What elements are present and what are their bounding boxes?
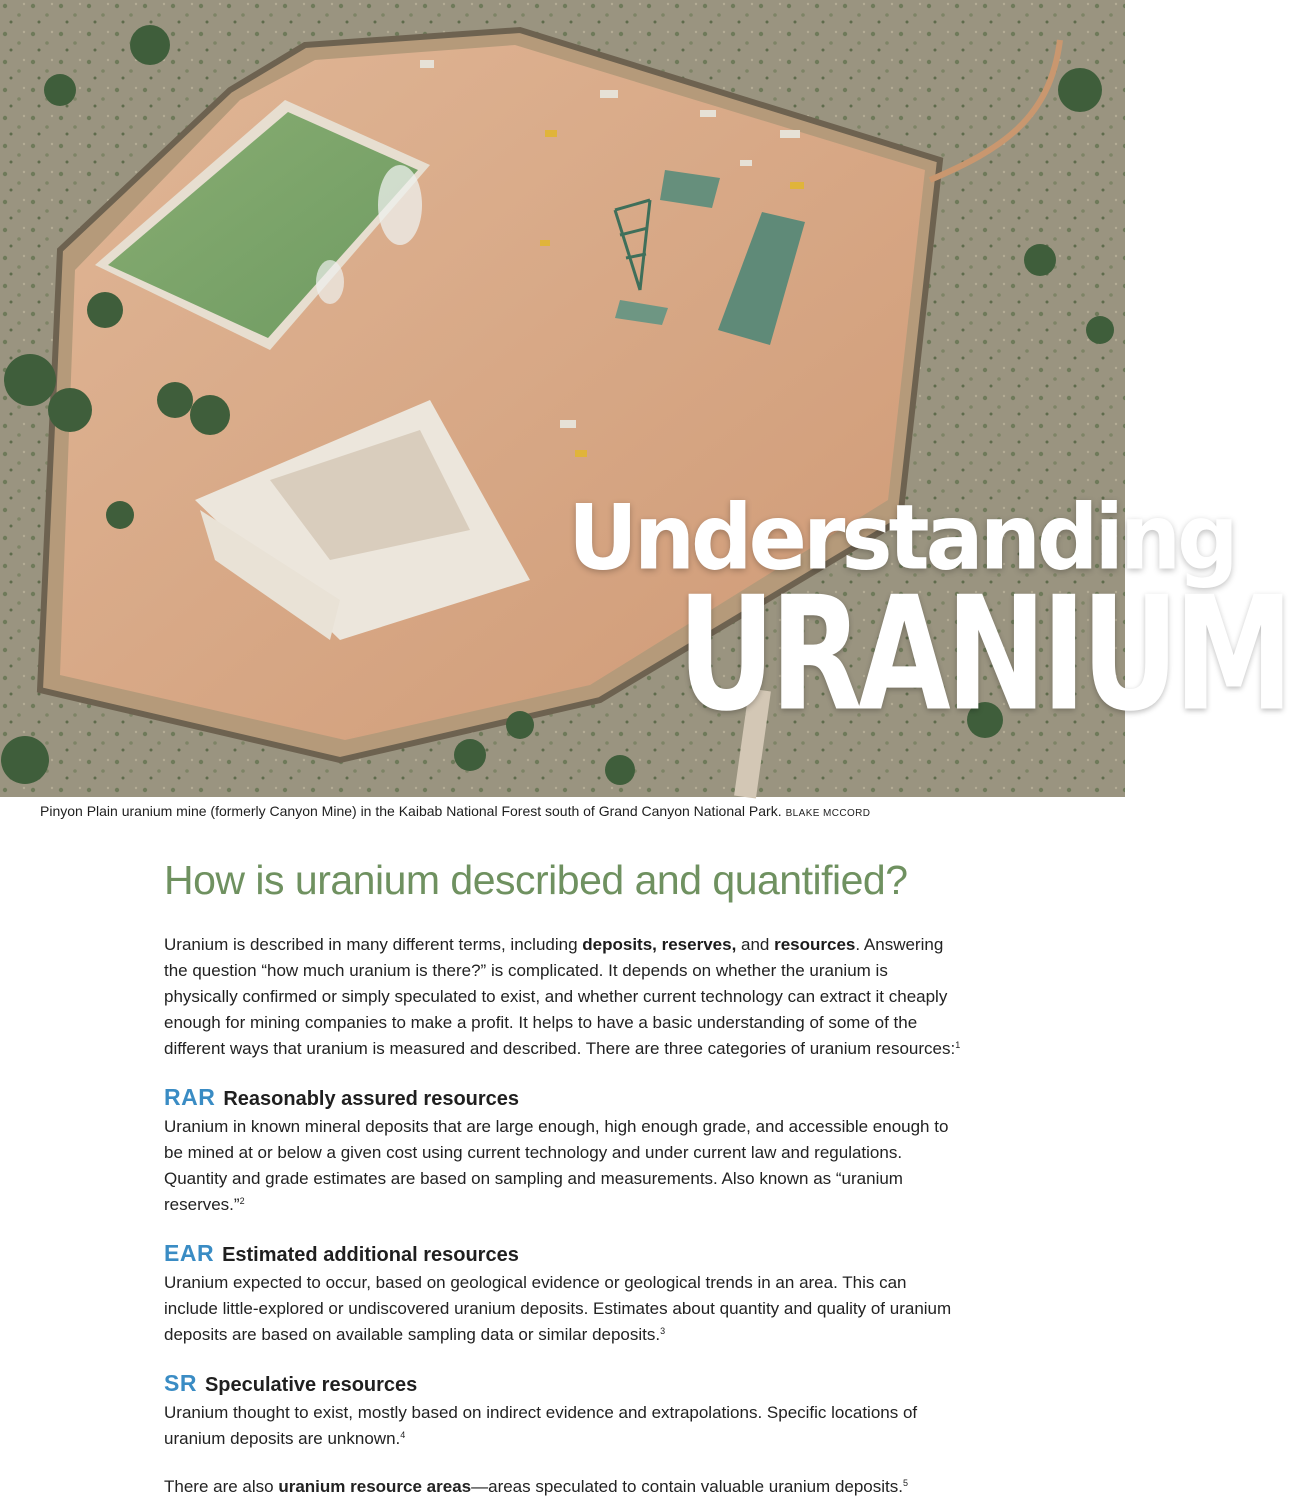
term-description-text: Uranium expected to occur, based on geological evidence or geological trends in an area. This can include little-explored or undiscovered uranium deposits. Estimates about quantity and quality of uranium deposits are based on available sampling data or similar deposits.: [164, 1273, 952, 1344]
term-abbreviation: EAR: [164, 1240, 215, 1266]
term-ear: [164, 1238, 964, 1348]
closing-bold: uranium resource areas: [278, 1477, 472, 1496]
intro-text-and: and: [736, 935, 775, 954]
photo-caption: [40, 800, 1100, 825]
hero-title: [568, 485, 1289, 747]
term-abbreviation: SR: [164, 1370, 197, 1396]
term-name: Estimated additional resources: [222, 1244, 519, 1266]
section-heading: How is uranium described and quantified?: [164, 857, 908, 903]
term-abbreviation: RAR: [164, 1084, 216, 1110]
term-heading: [164, 1368, 964, 1400]
term-description-text: Uranium in known mineral deposits that are large enough, high enough grade, and accessible enough to be mined at or below a given cost using current technology and under current law and regulations. Quantity and grade estimates are based on sampling and measurements. Also known as “uranium reserves.”: [164, 1117, 949, 1214]
hero-title-line1: Understanding: [568, 485, 1235, 591]
footnote-ref: 2: [239, 1196, 245, 1206]
article: [164, 850, 964, 1500]
closing-paragraph: [164, 1474, 964, 1500]
footnote-ref: 5: [902, 1478, 908, 1488]
caption-text: Pinyon Plain uranium mine (formerly Canyon Mine) in the Kaibab National Forest south of Grand Canyon National Park.: [40, 803, 782, 819]
term-heading: [164, 1238, 964, 1270]
intro-bold-deposits: deposits, reserves,: [582, 935, 737, 954]
closing-text-1: There are also: [164, 1477, 279, 1496]
term-description: [164, 1114, 964, 1218]
intro-bold-resources: resources: [774, 935, 856, 954]
term-description: [164, 1400, 964, 1452]
term-name: Reasonably assured resources: [223, 1088, 520, 1110]
term-sr: [164, 1368, 964, 1452]
photo-credit: BLAKE MCCORD: [785, 808, 871, 819]
term-description-text: Uranium thought to exist, mostly based on indirect evidence and extrapolations. Specific locations of uranium deposits are unknown.: [164, 1403, 918, 1448]
hero-title-line2: URANIUM: [677, 563, 1289, 747]
intro-paragraph: [164, 932, 964, 1062]
intro-text-1: Uranium is described in many different terms, including: [164, 935, 583, 954]
term-name: Speculative resources: [204, 1374, 418, 1396]
term-description: [164, 1270, 964, 1348]
closing-text-2: —areas speculated to contain valuable uranium deposits.: [471, 1477, 903, 1496]
footnote-ref: 1: [955, 1040, 961, 1050]
term-heading: [164, 1082, 964, 1114]
footnote-ref: 3: [660, 1326, 666, 1336]
footnote-ref: 4: [400, 1430, 406, 1440]
term-rar: [164, 1082, 964, 1218]
intro-text-2: . Answering the question “how much uranium is there?” is complicated. It depends on whether the uranium is physically confirmed or simply speculated to exist, and whether current technology can extract it cheaply enough for mining companies to make a profit. It helps to have a basic understanding of some of the different ways that uranium is measured and described. There are three categories of uranium resources:: [164, 935, 956, 1058]
